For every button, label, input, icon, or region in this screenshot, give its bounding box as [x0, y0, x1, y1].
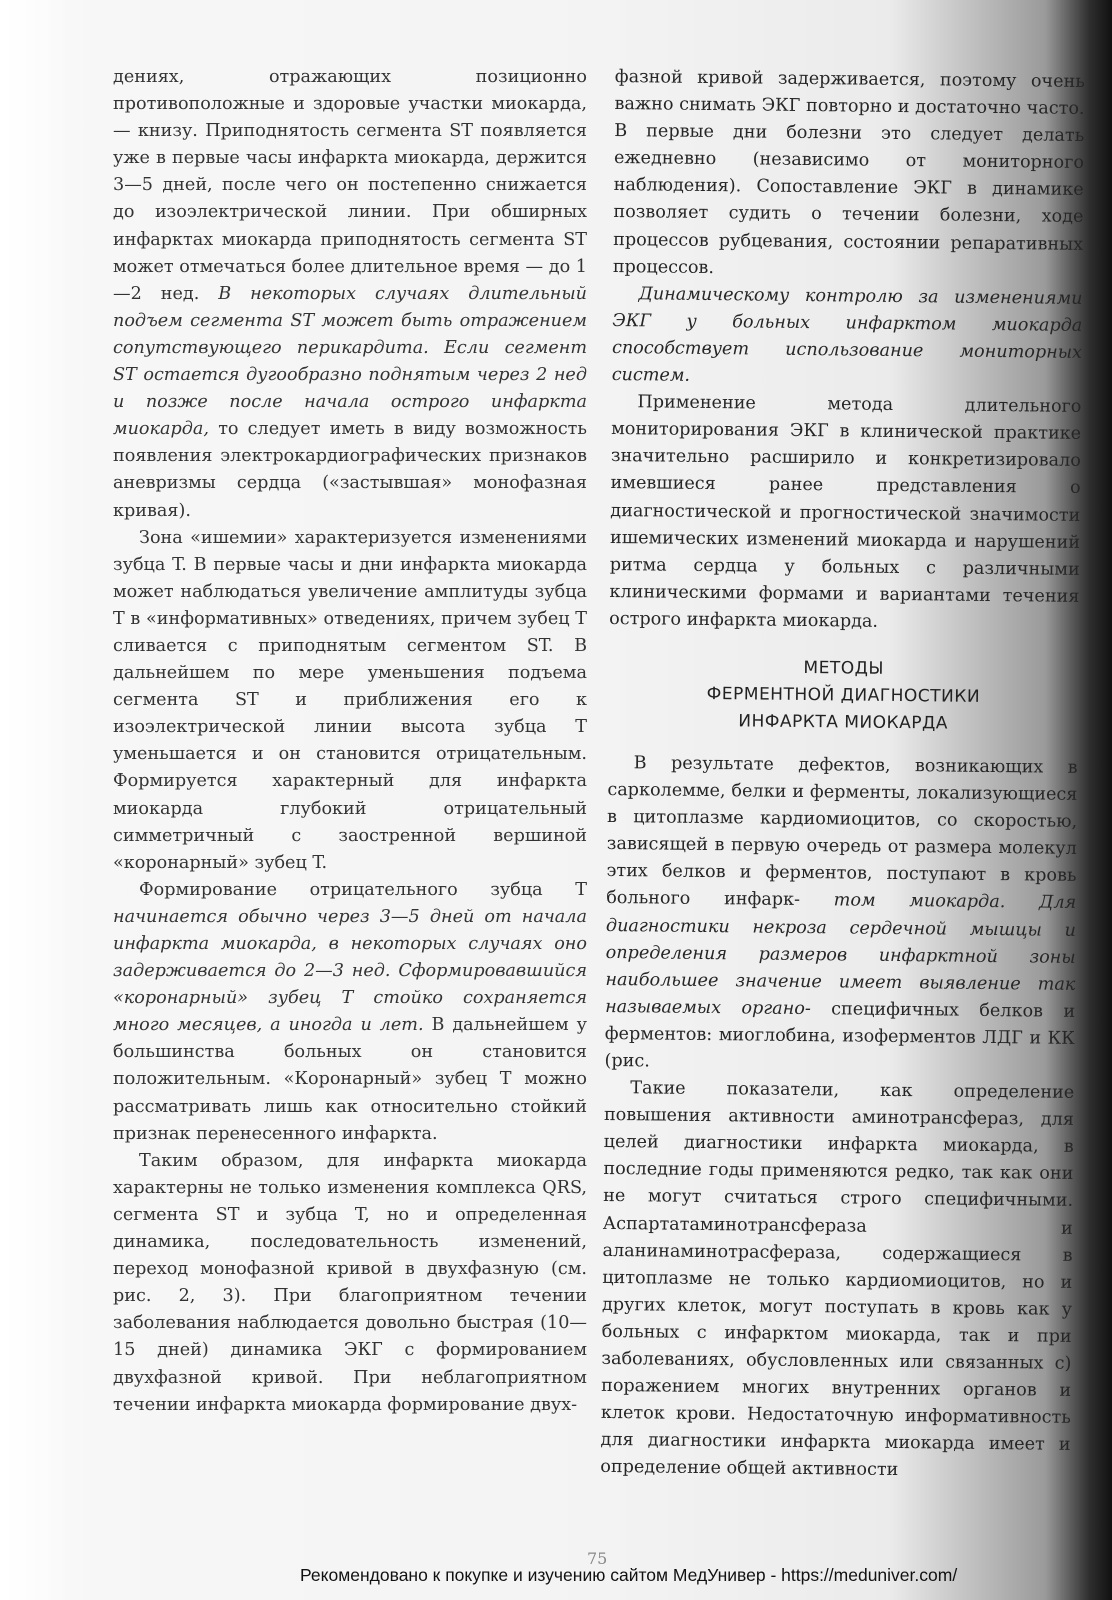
paragraph-text: дениях, отражающих позиционно противоположные и здоровые участки миокарда,— книзу. Приподнятость сегмента ST появляется уже в первые часы инфаркта миокарда, держится 3—5 дней, после чего он постепенно снижается до изоэлектрической линии. При обширных инфарктах миокарда приподнятость сегмента ST может отмечаться более длительное время — до 1—2 нед.	[113, 67, 587, 304]
page-number: 75	[587, 1549, 608, 1568]
paragraph-text: специфичных белков и ферментов: миоглобина, изоферментов ЛДГ и КК (рис.	[604, 999, 1076, 1072]
paragraph-italic-text: том миокарда. Для диагностики некроза сердечной мышцы и определения размеров инфарктной зоны наибольшее значение имеет выявление так называемых органо-	[605, 890, 1077, 1019]
paragraph	[113, 64, 587, 525]
paragraph: Зона «ишемии» характеризуется изменениями зубца T. В первые часы и дни инфаркта миокарда может наблюдаться увеличение амплитуды зубца T в «информативных» отведениях, причем зубец T сливается с приподнятым сегментом ST. В дальнейшем по мере уменьшения подъема сегмента ST и приближения его к изоэлектрической линии высота зубца T уменьшается и он становится отрицательным. Формируется характерный для инфаркта миокарда глубокий отрицательный симметричный с заостренной вершиной «коронарный» зубец T.	[113, 527, 587, 873]
left-text-column	[113, 64, 587, 1419]
heading-line: МЕТОДЫ	[803, 657, 885, 679]
heading-line: ФЕРМЕНТНОЙ ДИАГНОСТИКИ	[706, 683, 981, 707]
paragraph-text: то следует иметь в виду возможность появления электрокардиографических признаков аневризмы сердца («застывшая» монофазная кривая).	[113, 419, 587, 521]
paragraph-text: В дальнейшем у большинства больных он становится положительным. «Коронарный» зубец T можно рассматривать лишь как относительно стойкий признак перенесенного инфаркта.	[113, 1015, 587, 1144]
paragraph-italic: Динамическому контролю за изменениями ЭКГ у больных инфарктом миокарда способствует использование мониторных систем.	[611, 284, 1083, 386]
paragraph: Таким образом, для инфаркта миокарда характерны не только изменения комплекса QRS, сегмента ST и зубца T, но и определенная динамика, последовательность изменений, переход монофазной кривой в двухфазную (см. рис. 2, 3). При благоприятном течении заболевания наблюдается довольно быстрая (10—15 дней) динамика ЭКГ с формированием двухфазной кривой. При неблагоприятном течении инфаркта миокарда формирование двух-	[113, 1150, 587, 1415]
section-heading	[608, 653, 1079, 739]
paragraph-text: В результате дефектов, возникающих в сарколемме, белки и ферменты, локализующиеся в цитоплазме кардиомиоцитов, со скоростью, зависящей в первую очередь от размера молекул этих белков и ферментов, поступают в кровь больного инфарк-	[606, 753, 1078, 911]
footer-watermark-text: Рекомендовано к покупке и изучению сайтом МедУнивер - https://meduniver.com/	[300, 1565, 958, 1585]
paragraph	[604, 750, 1077, 1080]
paragraph: фазной кривой задерживается, поэтому очень важно снимать ЭКГ повторно и достаточно часто. В первые дни болезни это следует делать ежедневно (независимо от мониторного наблюдения). Сопоставление ЭКГ в динамике позволяет судить о течении болезни, ходе процессов рубцевания, состоянии репаративных процессов.	[612, 66, 1085, 278]
paragraph-italic-text: начинается обычно через 3—5 дней от начала инфаркта миокарда, в некоторых случаях оно задерживается до 2—3 нед. Сформировавшийся «коронарный» зубец T стойко сохраняется много месяцев, а иногда и лет.	[113, 906, 587, 1036]
right-text-column	[600, 64, 1085, 1486]
paragraph: Такие показатели, как определение повышения активности аминотрансфераз, для целей диагностики инфаркта миокарда, в последние годы применяются редко, так как они не могут считаться строго специфичными. Аспартатаминотрансфераза и аланинаминотрасфераза, содержащиеся в цитоплазме не только кардиомиоцитов, но и других клеток, могут поступать в кровь как у больных с инфарктом миокарда, так и при заболеваниях, обусловленных или связанных с) поражением многих внутренних органов и клеток крови. Недостаточную информативность для диагностики инфаркта миокарда имеет и определение общей активности	[600, 1078, 1075, 1481]
heading-line: ИНФАРКТА МИОКАРДА	[738, 711, 949, 734]
paragraph: Применение метода длительного мониторирования ЭКГ в клинической практике значительно расширило и конкретизировало имевшиеся ранее представления о диагностической и прогностической значимости ишемических изменений миокарда и нарушений ритма сердца у больных с различными клиническими формами и вариантами течения острого инфаркта миокарда.	[609, 392, 1082, 632]
paragraph-italic-text: В некоторых случаях длительный подъем сегмента ST может быть отражением сопутствующего перикардита. Если сегмент ST остается дугообразно поднятым через 2 нед и позже после начала острого инфаркта миокарда,	[113, 283, 588, 440]
paragraph	[113, 877, 587, 1148]
paragraph-text: Формирование отрицательного зубца T	[139, 879, 587, 900]
